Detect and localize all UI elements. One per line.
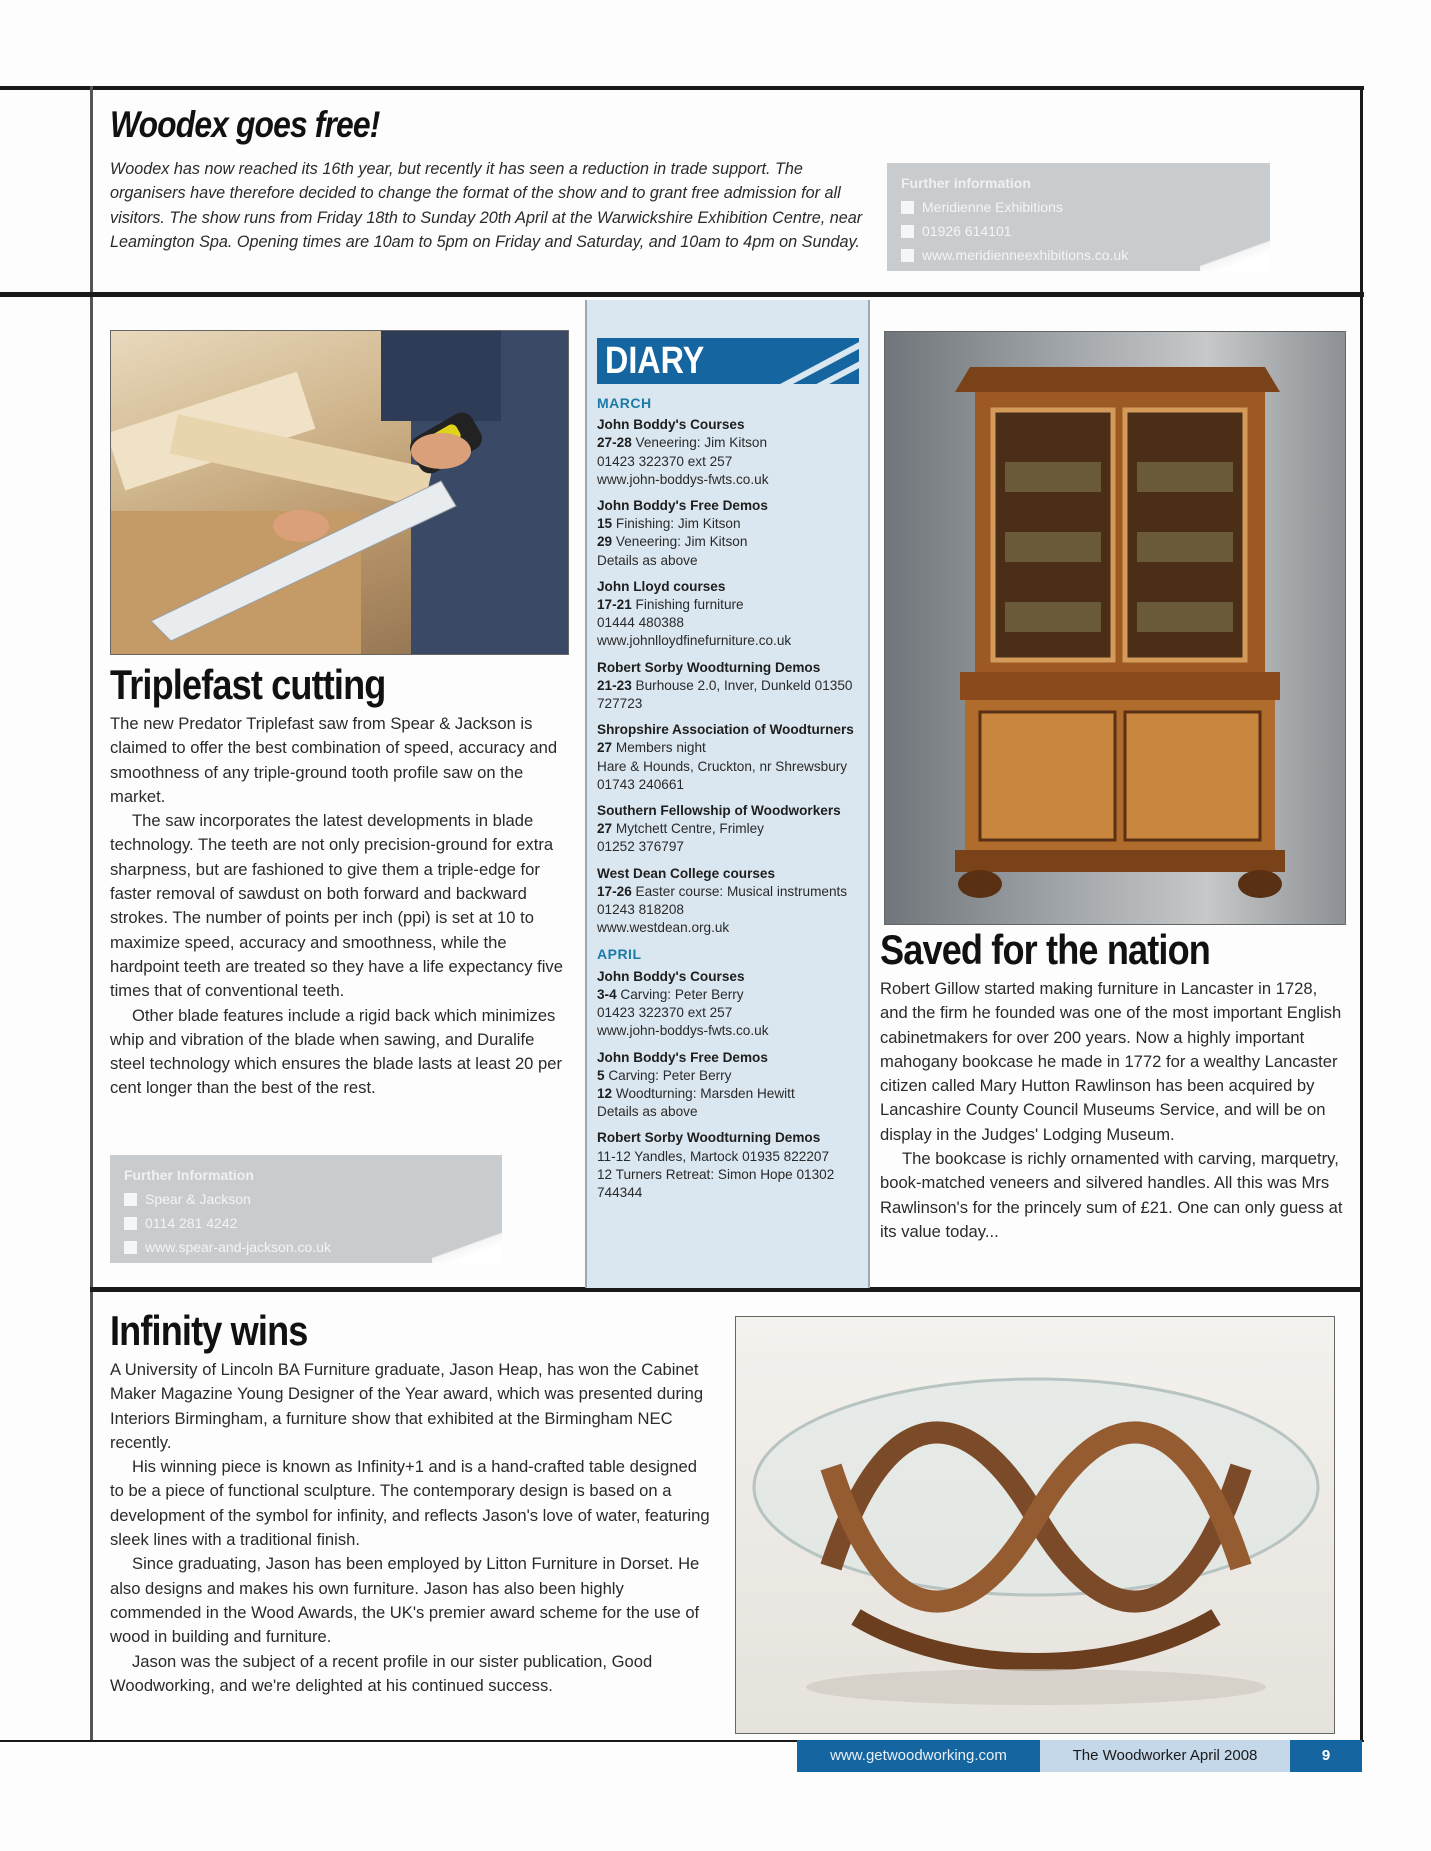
diary-entry-line	[597, 838, 862, 856]
diary-detail: 01423 322370 ext 257	[597, 1005, 733, 1021]
diary-detail: 01423 322370 ext 257	[597, 453, 733, 469]
diary-entry-line	[597, 1166, 862, 1202]
paragraph: Since graduating, Jason has been employed by Litton Furniture in Dorset. He also designs and makes his own furniture. Jason has also been highly commended in the Wood Awards, the UK's premier award scheme for the use of wood in building and furniture.	[110, 1554, 700, 1647]
diary-detail[interactable]: www.johnlloydfinefurniture.co.uk	[597, 633, 792, 649]
diary-detail: 01252 376797	[597, 839, 684, 855]
bullet-square-icon	[901, 225, 914, 238]
diary-date: 27-28	[597, 435, 632, 451]
bookcase-illustration	[885, 332, 1346, 925]
saved-body	[880, 977, 1348, 1244]
woodex-bottom-rule	[0, 292, 1364, 297]
diary-entry	[597, 497, 862, 570]
infinity-body	[110, 1358, 715, 1698]
diary-date: 17-26	[597, 883, 632, 899]
diary-entry-title: Robert Sorby Woodturning Demos	[597, 1130, 821, 1146]
diary-detail: Details as above	[597, 1104, 698, 1120]
diary-entry-line	[597, 758, 862, 794]
paragraph: The saw incorporates the latest developments in blade technology. The teeth are not only precision-ground for extra sharpness, but are fashioned to give them a triple-edge for faster removal of sawdust on both forward and backward strokes. The number of points per inch (ppi) is set at 10 to maximize speed, accuracy and smoothness, while the hardpoint teeth are treated so they have a life expectancy five times that of conventional teeth.	[110, 811, 563, 1001]
diary-entry-title: Robert Sorby Woodturning Demos	[597, 659, 821, 675]
diary-date: 27	[597, 740, 613, 756]
diary-month-heading: APRIL	[597, 946, 642, 963]
bullet-square-icon	[124, 1241, 137, 1254]
diary-entry-title: John Lloyd courses	[597, 578, 726, 594]
diary-detail: Finishing furniture	[631, 597, 744, 613]
infinity-title: Infinity wins	[110, 1307, 308, 1354]
diary-panel	[585, 300, 870, 1288]
page-curl-decoration	[1200, 237, 1270, 271]
diary-detail: Veneering: Jim Kitson	[631, 435, 768, 451]
infinity-table-photo	[735, 1316, 1335, 1734]
paragraph: The bookcase is richly ornamented with carving, marquetry, book-matched veneers and silvered handles. All this was Mrs Rawlinson's for the princely sum of £21. One can only guess at its value today...	[880, 1149, 1343, 1241]
diary-date: 3-4	[597, 986, 617, 1002]
diary-date: 15	[597, 516, 613, 532]
info-link[interactable]: www.meridienneexhibitions.co.uk	[922, 247, 1129, 263]
diary-detail: Veneering: Jim Kitson	[612, 534, 748, 550]
diary-date: 5	[597, 1067, 605, 1083]
diary-detail: Finishing: Jim Kitson	[612, 516, 741, 532]
diary-entry-line	[597, 1103, 862, 1121]
table-illustration	[736, 1317, 1335, 1734]
diary-title: DIARY	[605, 340, 705, 382]
diary-entry-title: Southern Fellowship of Woodworkers	[597, 803, 841, 819]
paragraph: The new Predator Triplefast saw from Spear & Jackson is claimed to offer the best combination of speed, accuracy and smoothness of any triple-ground tooth profile saw on the market.	[110, 714, 558, 806]
info-item: 01926 614101	[901, 219, 1256, 243]
diary-entry	[597, 578, 862, 651]
diary-detail: 01444 480388	[597, 615, 684, 631]
info-item: Meridienne Exhibitions	[901, 195, 1256, 219]
diary-entry-link[interactable]	[597, 632, 862, 650]
diary-entry-line	[597, 820, 862, 838]
diary-listing	[597, 390, 862, 1210]
diary-entry-line	[597, 883, 862, 919]
diary-entry	[597, 1129, 862, 1202]
diary-detail: Easter course: Musical instruments 01243 818208	[597, 883, 848, 918]
frame-left-rule	[90, 86, 93, 1742]
diary-entry	[597, 1049, 862, 1122]
diary-header	[597, 338, 859, 384]
info-item: Spear & Jackson	[124, 1187, 488, 1211]
diary-entry-line	[597, 515, 862, 533]
diary-detail: Mytchett Centre, Frimley	[612, 821, 764, 837]
info-link[interactable]: www.spear-and-jackson.co.uk	[145, 1239, 331, 1255]
top-rule	[0, 86, 1364, 90]
diary-entry-title: John Boddy's Courses	[597, 417, 745, 433]
diary-entry	[597, 802, 862, 857]
diary-entry-link[interactable]	[597, 471, 862, 489]
diary-entry-title: West Dean College courses	[597, 865, 776, 881]
diary-entry-line	[597, 434, 862, 452]
diary-entry-line	[597, 552, 862, 570]
diary-entry-link[interactable]	[597, 1022, 862, 1040]
saw-illustration	[111, 331, 569, 655]
woodex-body: Woodex has now reached its 16th year, but recently it has seen a reduction in trade support. The organisers have therefore decided to change the format of the show and to grant free admission for all visitors. The show runs from Friday 18th to Sunday 20th April at the Warwickshire Exhibition Centre, near Leamington Spa. Opening times are 10am to 5pm on Friday and Saturday, and 10am to 4pm on Sunday.	[110, 160, 863, 252]
diary-detail: Details as above	[597, 552, 698, 568]
diary-detail: 11-12 Yandles, Martock 01935 822207	[597, 1148, 830, 1164]
paragraph: Other blade features include a rigid back which minimizes whip and vibration of the blade when sawing, and Duralife steel technology which ensures the blade lasts at least 20 per cent longer than the best of the rest.	[110, 1005, 562, 1098]
diary-detail: Carving: Peter Berry	[616, 986, 744, 1002]
diary-entry-line	[597, 739, 862, 757]
paragraph: A University of Lincoln BA Furniture graduate, Jason Heap, has won the Cabinet Maker Magazine Young Designer of the Year award, which was presented during Interiors Birmingham, a furniture show that exhibited at the Birmingham NEC recently.	[110, 1360, 704, 1452]
diary-entry-line	[597, 614, 862, 632]
diary-entry-line	[597, 596, 862, 614]
diary-date: 27	[597, 821, 613, 837]
diary-detail[interactable]: www.john-boddys-fwts.co.uk	[597, 471, 769, 487]
diary-entry-line	[597, 453, 862, 471]
diary-entry	[597, 416, 862, 489]
diary-entry-link[interactable]	[597, 919, 862, 937]
diary-detail: Carving: Peter Berry	[604, 1067, 732, 1083]
diary-detail: Burhouse 2.0, Inver, Dunkeld 01350 727723	[597, 677, 853, 712]
diary-entry-line	[597, 986, 862, 1004]
saw-photo	[110, 330, 569, 655]
bullet-square-icon	[901, 201, 914, 214]
header-stripe-decoration	[776, 338, 859, 384]
diary-entry-line	[597, 1004, 862, 1022]
diary-detail: Hare & Hounds, Cruckton, nr Shrewsbury 01743 240661	[597, 758, 848, 792]
diary-date: 12	[597, 1085, 613, 1101]
diary-entry-line	[597, 1067, 862, 1085]
diary-entry	[597, 721, 862, 794]
diary-entry	[597, 865, 862, 938]
bullet-square-icon	[124, 1193, 137, 1206]
diary-entry-title: John Boddy's Free Demos	[597, 1049, 768, 1065]
frame-right-rule	[1360, 86, 1363, 1742]
bullet-square-icon	[901, 249, 914, 262]
woodex-title: Woodex goes free!	[110, 104, 380, 145]
paragraph: Jason was the subject of a recent profile in our sister publication, Good Woodworking, and we're delighted at his continued success.	[110, 1651, 653, 1695]
info-box-title: Further Information	[124, 1167, 254, 1183]
diary-detail: Woodturning: Marsden Hewitt	[612, 1085, 795, 1101]
diary-entry-title: John Boddy's Free Demos	[597, 498, 768, 514]
paragraph: Robert Gillow started making furniture in Lancaster in 1728, and the firm he founded was one of the most important English cabinetmakers for over 200 years. Now a highly important mahogany bookcase he made in 1772 for a wealthy Lancaster citizen called Mary Hutton Rawlinson has been acquired by Lancashire County Council Museums Service, and will be on display in the Judges' Lodging Museum.	[880, 979, 1342, 1144]
info-item: 0114 281 4242	[124, 1211, 488, 1235]
bookcase-photo	[884, 331, 1346, 925]
diary-entry	[597, 659, 862, 714]
info-box-title: Further information	[901, 175, 1031, 191]
bullet-square-icon	[124, 1217, 137, 1230]
diary-month-heading: MARCH	[597, 395, 652, 411]
diary-entry	[597, 968, 862, 1041]
diary-date: 17-21	[597, 597, 632, 613]
diary-detail[interactable]: www.westdean.org.uk	[597, 920, 730, 936]
diary-entry-title: Shropshire Association of Woodturners	[597, 722, 854, 738]
woodex-info-box	[887, 163, 1270, 271]
diary-detail: 12 Turners Retreat: Simon Hope 01302 744344	[597, 1166, 835, 1200]
diary-entry-line	[597, 677, 862, 713]
page-curl-decoration	[432, 1229, 502, 1263]
footer-issue-label: The Woodworker April 2008	[1040, 1740, 1290, 1772]
triplefast-title: Triplefast cutting	[110, 661, 386, 708]
footer-website-link[interactable]: www.getwoodworking.com	[797, 1740, 1040, 1772]
saved-title: Saved for the nation	[880, 926, 1210, 973]
footer-page-number: 9	[1290, 1740, 1362, 1772]
triplefast-info-box	[110, 1155, 502, 1263]
diary-entry-line	[597, 533, 862, 551]
diary-entry-line	[597, 1148, 862, 1166]
diary-entry-title: John Boddy's Courses	[597, 968, 745, 984]
paragraph: His winning piece is known as Infinity+1 and is a hand-crafted table designed to be a piece of functional sculpture. The contemporary design is based on a development of the symbol for infinity, and reflects Jason's love of water, featuring sleek lines with a traditional finish.	[110, 1457, 710, 1550]
diary-detail[interactable]: www.john-boddys-fwts.co.uk	[597, 1023, 769, 1039]
diary-date: 29	[597, 534, 613, 550]
triplefast-body	[110, 712, 570, 1101]
diary-entry-line	[597, 1085, 862, 1103]
diary-date: 21-23	[597, 677, 632, 693]
diary-detail: Members night	[612, 740, 706, 756]
